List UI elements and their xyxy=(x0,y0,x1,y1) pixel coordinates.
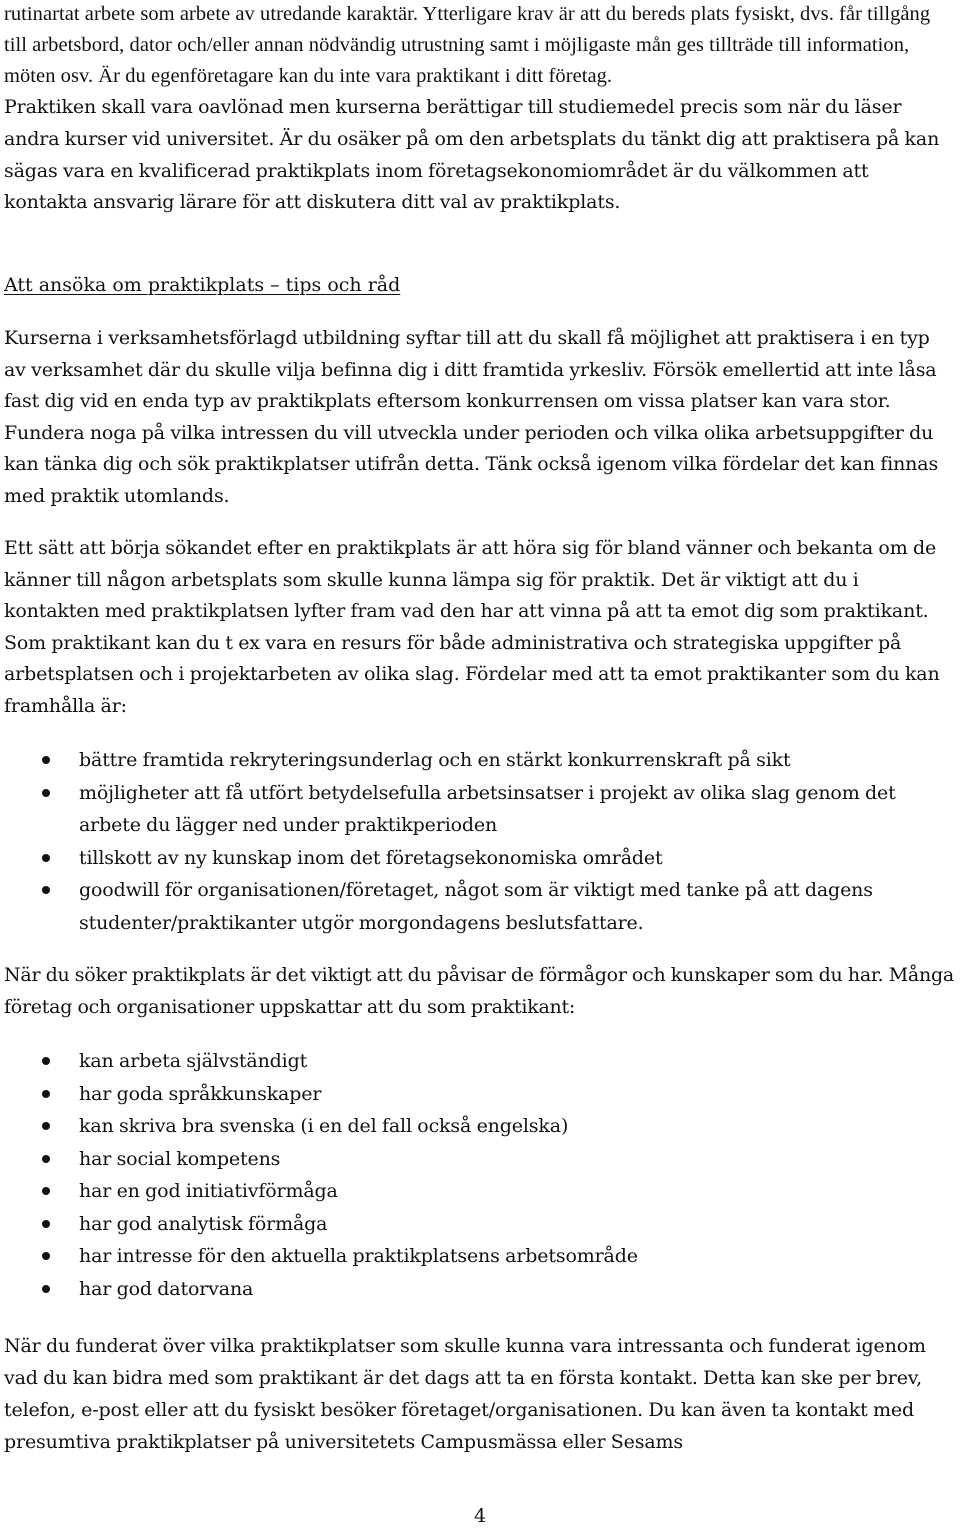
list-item-text: tillskott av ny kunskap inom det företagsekonomiska området xyxy=(79,846,663,869)
bullet-icon xyxy=(42,1090,50,1098)
list-item-text: har goda språkkunskaper xyxy=(79,1082,322,1105)
list-item xyxy=(4,1143,956,1176)
list-item xyxy=(4,1078,956,1111)
bullet-icon xyxy=(42,886,50,894)
list-item xyxy=(4,1273,956,1306)
bullet-icon xyxy=(42,1285,50,1293)
list-item xyxy=(4,1175,956,1208)
bullet-icon xyxy=(42,1187,50,1195)
list-item xyxy=(4,777,956,842)
advantages-list xyxy=(4,744,956,939)
list-item xyxy=(4,842,956,875)
paragraph-start-search: Ett sätt att börja sökandet efter en praktikplats är att höra sig för bland vänner och bekanta om de känner till någon arbetsplats som skulle kunna lämpa sig för praktik. Det är viktigt att du i kontakten med praktikplatsen lyfter fram vad den har att vinna på att ta emot dig som praktikant. Som praktikant kan du t ex vara en resurs för både administrativa och strategiska uppgifter på arbetsplatsen och i projektarbeten av olika slag. Fördelar med att ta emot praktikanter som du kan framhålla är: xyxy=(4,537,940,717)
list-item xyxy=(4,1045,956,1078)
list-item-text: bättre framtida rekryteringsunderlag och en stärkt konkurrenskraft på sikt xyxy=(79,749,791,771)
paragraph-contact: När du funderat över vilka praktikplatser som skulle kunna vara intressanta och funderat igenom vad du kan bidra med som praktikant är det dags att ta en första kontakt. Detta kan ske per brev, telefon, e-post eller att du fysiskt besöker företaget/organisationen. Du kan även ta kontakt med presumtiva praktikplatser på universitetets Campusmässa eller Sesams xyxy=(4,1335,926,1453)
bullet-icon xyxy=(42,789,50,797)
paragraph-intro-2: Praktiken skall vara oavlönad men kurserna berättigar till studiemedel precis som när du läser andra kurser vid universitet. Är du osäker på om den arbetsplats du tänkt dig att praktisera på kan sägas vara en kvalificerad praktikplats inom företagsekonomiområdet är du välkommen att kontakta ansvarig lärare för att diskutera ditt val av praktikplats. xyxy=(4,96,940,214)
list-item-text: kan arbeta självständigt xyxy=(79,1050,308,1072)
bullet-icon xyxy=(42,756,50,764)
bullet-icon xyxy=(42,1252,50,1260)
list-item xyxy=(4,744,956,777)
list-item-text: möjligheter att få utfört betydelsefulla arbetsinsatser i projekt av olika slag genom det arbete du lägger ned under praktikperioden xyxy=(79,781,896,836)
bullet-icon xyxy=(42,1220,50,1228)
list-item-text: har en god initiativförmåga xyxy=(79,1180,338,1202)
paragraph-abilities: När du söker praktikplats är det viktigt att du påvisar de förmågor och kunskaper som du har. Många företag och organisationer uppskattar att du som praktikant: xyxy=(4,964,954,1018)
list-item-text: har intresse för den aktuella praktikplatsens arbetsområde xyxy=(79,1245,638,1267)
list-item-text: har god datorvana xyxy=(79,1277,254,1300)
list-item xyxy=(4,1208,956,1241)
list-item-text: kan skriva bra svenska (i en del fall också engelska) xyxy=(79,1115,569,1137)
list-item xyxy=(4,1240,956,1273)
bullet-icon xyxy=(42,1155,50,1163)
paragraph-intro-1: rutinartat arbete som arbete av utredande karaktär. Ytterligare krav är att du bereds plats fysiskt, dvs. får tillgång till arbetsbord, dator och/eller annan nödvändig utrustning samt i möjligaste mån ges tillträde till information, möten osv. Är du egenföretagare kan du inte vara praktikant i ditt företag. xyxy=(4,3,931,88)
section-heading: Att ansöka om praktikplats – tips och råd xyxy=(4,274,401,296)
traits-list xyxy=(4,1045,956,1305)
list-item xyxy=(4,874,956,939)
paragraph-courses: Kurserna i verksamhetsförlagd utbildning syftar till att du skall få möjlighet att praktisera i en typ av verksamhet där du skulle vilja befinna dig i ditt framtida yrkesliv. Försök emellertid att inte låsa fast dig vid en enda typ av praktikplats eftersom konkurrensen om vissa platser kan vara stor. Fundera noga på vilka intressen du vill utveckla under perioden och vilka olika arbetsuppgifter du kan tänka dig och sök praktikplatser utifrån detta. Tänk också igenom vilka fördelar det kan finnas med praktik utomlands. xyxy=(4,327,939,507)
list-item-text: har social kompetens xyxy=(79,1147,281,1170)
page-number: 4 xyxy=(473,1505,487,1527)
list-item-text: har god analytisk förmåga xyxy=(79,1212,328,1235)
bullet-icon xyxy=(42,1057,50,1065)
list-item xyxy=(4,1110,956,1143)
bullet-icon xyxy=(42,1122,50,1130)
bullet-icon xyxy=(42,854,50,862)
list-item-text: goodwill för organisationen/företaget, något som är viktigt med tanke på att dagens studenter/praktikanter utgör morgondagens beslutsfattare. xyxy=(79,879,873,934)
